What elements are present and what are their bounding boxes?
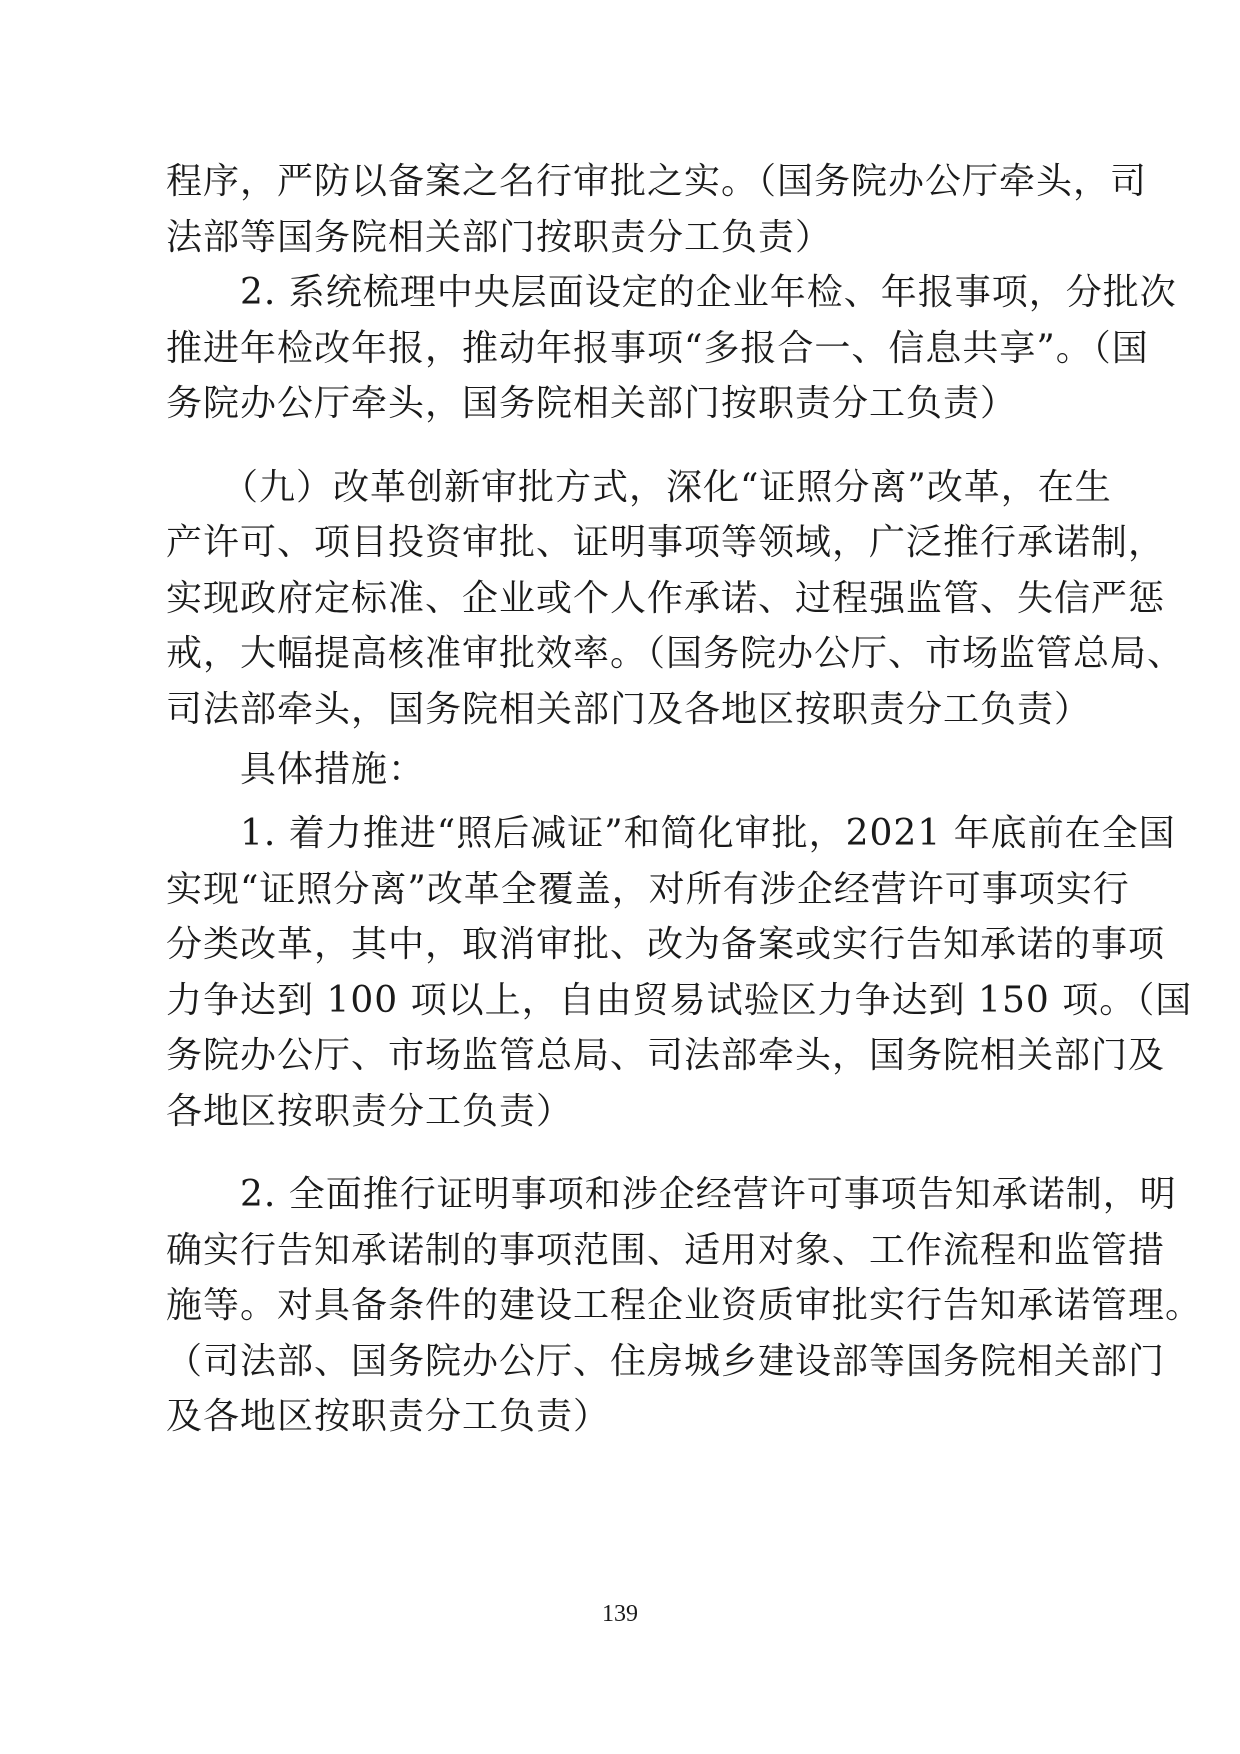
page-number: 139 [602,1601,638,1627]
text-line: 力争达到 100 项以上，自由贸易试验区力争达到 150 项。（国 [166,980,1193,1021]
text-line: 及各地区按职责分工负责） [166,1396,611,1437]
text-line: 1. 着力推进“照后减证”和简化审批，2021 年底前在全国 [166,813,1176,854]
text-line: 具体措施： [166,749,426,790]
text-line: 实现“证照分离”改革全覆盖，对所有涉企经营许可事项实行 [166,869,1130,910]
text-line: 施等。对具备条件的建设工程企业资质审批实行告知承诺管理。 [166,1285,1203,1326]
text-line: 司法部牵头，国务院相关部门及各地区按职责分工负责） [166,689,1092,730]
text-line: （司法部、国务院办公厅、住房城乡建设部等国务院相关部门 [166,1341,1166,1382]
text-line: 确实行告知承诺制的事项范围、适用对象、工作流程和监管措 [166,1230,1166,1271]
text-line: 推进年检改年报，推动年报事项“多报合一、信息共享”。（国 [166,328,1149,369]
text-line: 各地区按职责分工负责） [166,1091,574,1132]
text-line: （九）改革创新审批方式，深化“证照分离”改革，在生 [166,467,1112,508]
text-line: 务院办公厅、市场监管总局、司法部牵头，国务院相关部门及 [166,1035,1166,1076]
text-line: 2. 系统梳理中央层面设定的企业年检、年报事项，分批次 [166,272,1177,313]
text-line: 产许可、项目投资审批、证明事项等领域，广泛推行承诺制， [166,522,1166,563]
text-line: 分类改革，其中，取消审批、改为备案或实行告知承诺的事项 [166,924,1166,965]
text-line: 实现政府定标准、企业或个人作承诺、过程强监管、失信严惩 [166,578,1166,619]
text-line: 2. 全面推行证明事项和涉企经营许可事项告知承诺制，明 [166,1174,1177,1215]
text-line: 戒，大幅提高核准审批效率。（国务院办公厅、市场监管总局、 [166,633,1185,674]
text-line: 务院办公厅牵头，国务院相关部门按职责分工负责） [166,383,1018,424]
text-line: 程序，严防以备案之名行审批之实。（国务院办公厅牵头，司 [166,161,1148,202]
text-line: 法部等国务院相关部门按职责分工负责） [166,217,833,258]
